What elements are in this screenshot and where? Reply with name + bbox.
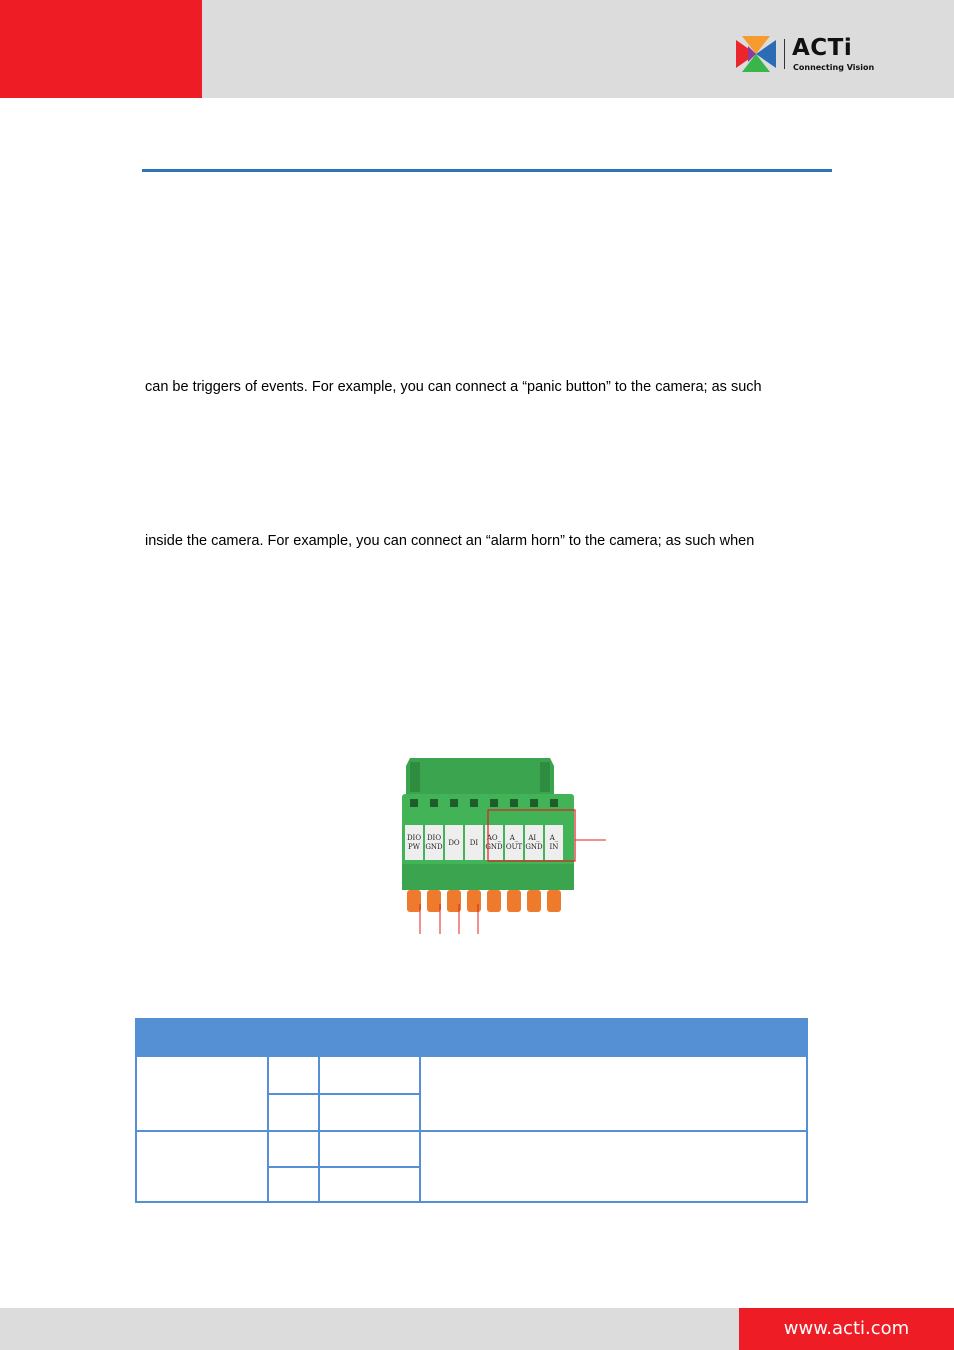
acti-logo-mark-icon xyxy=(734,36,778,72)
terminal-label-text: GND xyxy=(485,843,503,851)
acti-logo xyxy=(734,36,874,76)
terminal-label-text: AI_ xyxy=(528,834,540,842)
logo-separator xyxy=(784,39,785,69)
footer-website-link[interactable]: www.acti.com xyxy=(783,1318,910,1339)
terminal-pin xyxy=(427,890,441,912)
terminal-label-text: A_ xyxy=(509,834,519,842)
terminal-screw-slot xyxy=(430,799,438,807)
terminal-label-text: AO_ xyxy=(486,834,502,842)
logo-tagline: Connecting Vision xyxy=(793,63,875,72)
terminal-pin xyxy=(547,890,561,912)
terminal-screw-slot xyxy=(410,799,418,807)
terminal-screw-slot xyxy=(470,799,478,807)
terminal-pin xyxy=(527,890,541,912)
header-red-block xyxy=(0,0,202,98)
terminal-label-text: GND xyxy=(525,843,543,851)
table-header-row xyxy=(137,1020,806,1057)
terminal-label-text: GND xyxy=(425,843,443,851)
terminal-label-text: IN xyxy=(549,843,559,851)
terminal-screw-slot xyxy=(550,799,558,807)
terminal-pin xyxy=(407,890,421,912)
terminal-block-image xyxy=(380,752,620,942)
paragraph-digital-input: can be triggers of events. For example, you can connect a “panic button” to the camera; as such xyxy=(145,379,762,395)
terminal-label-text: DO xyxy=(448,839,460,847)
logo-wordmark: ACTi xyxy=(792,35,853,61)
terminal-screw-slot xyxy=(530,799,538,807)
table-row-divider-3 xyxy=(267,1166,420,1168)
terminal-label-text: A_ xyxy=(549,834,559,842)
paragraph-digital-output: inside the camera. For example, you can connect an “alarm horn” to the camera; as such when xyxy=(145,533,755,549)
terminal-label-text: DIO xyxy=(406,834,422,842)
terminal-screw-slot xyxy=(450,799,458,807)
io-pin-table xyxy=(135,1018,808,1203)
terminal-label-text: OUT xyxy=(505,843,523,851)
terminal-pin xyxy=(467,890,481,912)
terminal-label-text: DIO xyxy=(426,834,442,842)
terminal-pin xyxy=(487,890,501,912)
table-row-divider-1 xyxy=(267,1093,420,1095)
table-row-divider-2 xyxy=(137,1130,806,1132)
terminal-screw-slot xyxy=(490,799,498,807)
terminal-label-text: PW xyxy=(408,843,420,851)
terminal-screw-slot xyxy=(510,799,518,807)
terminal-block-figure xyxy=(380,752,620,942)
terminal-label-text: DI xyxy=(469,839,479,847)
section-rule xyxy=(142,169,832,172)
terminal-pin xyxy=(507,890,521,912)
